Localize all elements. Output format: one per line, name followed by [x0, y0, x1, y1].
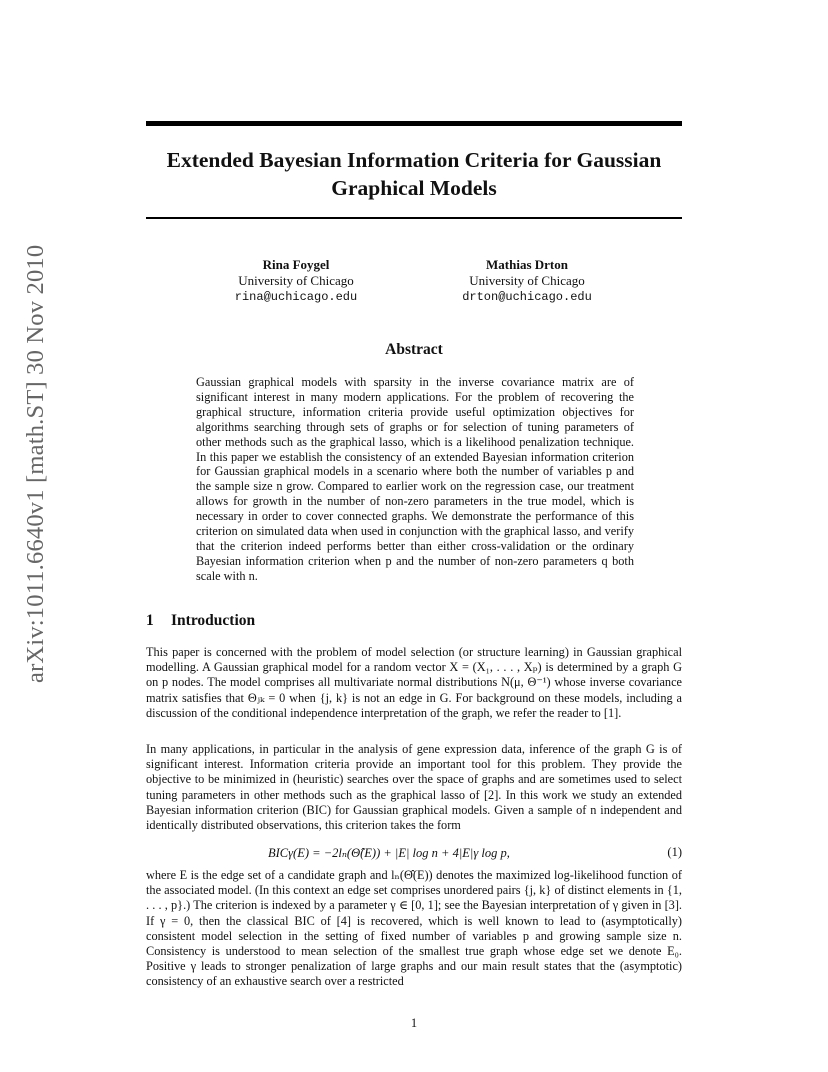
author-affiliation: University of Chicago [469, 273, 585, 288]
intro-paragraph-2: In many applications, in particular in the analysis of gene expression data, inference of the graph G is of significant interest. Information criteria provide an important tool for this problem. They provide the objective to be minimized in (heuristic) searches over the space of graphs and are sometimes used to select tuning parameters in other methods such as the graphical lasso of [2]. In this work we study an extended Bayesian information criterion (BIC) for Gaussian graphical models. Given a sample of n independent and identically distributed observations, this criterion takes the form [146, 742, 682, 833]
author-email: drton@uchicago.edu [462, 290, 592, 304]
author-email: rina@uchicago.edu [234, 290, 358, 304]
abstract-heading: Abstract [385, 341, 443, 358]
page-number: 1 [410, 1016, 418, 1030]
paper-title: Extended Bayesian Information Criteria for Gaussian Graphical Models [166, 148, 662, 200]
equation-formula: BICγ(E) = −2lₙ(Θ̂(E)) + |E| log n + 4|E|γ log p, [268, 846, 510, 860]
author-affiliation: University of Chicago [238, 273, 354, 288]
intro-paragraph-3: where E is the edge set of a candidate graph and lₙ(Θ̂(E)) denotes the maximized log-likelihood function of the associated model. (In this context an edge set comprises unordered pairs {j, k} of distinct elements in {1, . . . , p}.) The criterion is indexed by a parameter γ ∈ [0, 1]; see the Bayesian interpretation of γ given in [3]. If γ = 0, then the classical BIC of [4] is recovered, which is well known to lead to (asymptotically) consistent model selection in the setting of fixed number of variables p and growing sample size n. Consistency is understood to mean selection of the smallest true graph whose edge set we denote E₀. Positive γ leads to stronger penalization of large graphs and our main result states that the (asymptotic) consistency of an exhaustive search over a restricted [146, 868, 682, 989]
author-block-2 [417, 257, 637, 305]
author-name: Mathias Drton [486, 257, 568, 272]
author-name: Rina Foygel [262, 257, 330, 272]
title-bottom-rule [146, 217, 682, 219]
arxiv-identifier: arXiv:1011.6640v1 [math.ST] 30 Nov 2010 [22, 244, 49, 683]
title-top-rule [146, 121, 682, 126]
abstract-text: Gaussian graphical models with sparsity in the inverse covariance matrix are of significant interest in many modern applications. For the problem of recovering the graphical structure, information criteria provide useful optimization objectives for algorithms searching through sets of graphs or for selection of tuning parameters of other methods such as the graphical lasso, which is a likelihood penalization technique. In this paper we establish the consistency of an extended Bayesian information criterion for Gaussian graphical models in a scenario where both the number of variables p and the sample size n grow. Compared to earlier work on the regression case, our treatment allows for growth in the number of non-zero parameters in the true model, which is necessary in order to cover connected graphs. We demonstrate the performance of this criterion on simulated data when used in conjunction with the graphical lasso, and verify that the criterion indeed performs better than either cross-validation or the ordinary Bayesian information criterion when p and the number of non-zero parameters q both scale with n. [196, 375, 634, 583]
author-block-1 [186, 257, 406, 305]
equation-number: (1) [667, 845, 682, 859]
intro-paragraph-1: This paper is concerned with the problem of model selection (or structure learning) in Gaussian graphical modelling. A Gaussian graphical model for a random vector X = (X₁, . . . , Xₚ) is determined by a graph G on p nodes. The model comprises all multivariate normal distributions N(μ, Θ⁻¹) whose inverse covariance matrix satisfies that Θⱼₖ = 0 when {j, k} is not an edge in G. For background on these models, including a discussion of the conditional independence interpretation of the graph, we refer the reader to [1]. [146, 645, 682, 720]
section-title: Introduction [171, 612, 256, 629]
section-heading [146, 612, 255, 630]
section-number: 1 [146, 612, 154, 629]
